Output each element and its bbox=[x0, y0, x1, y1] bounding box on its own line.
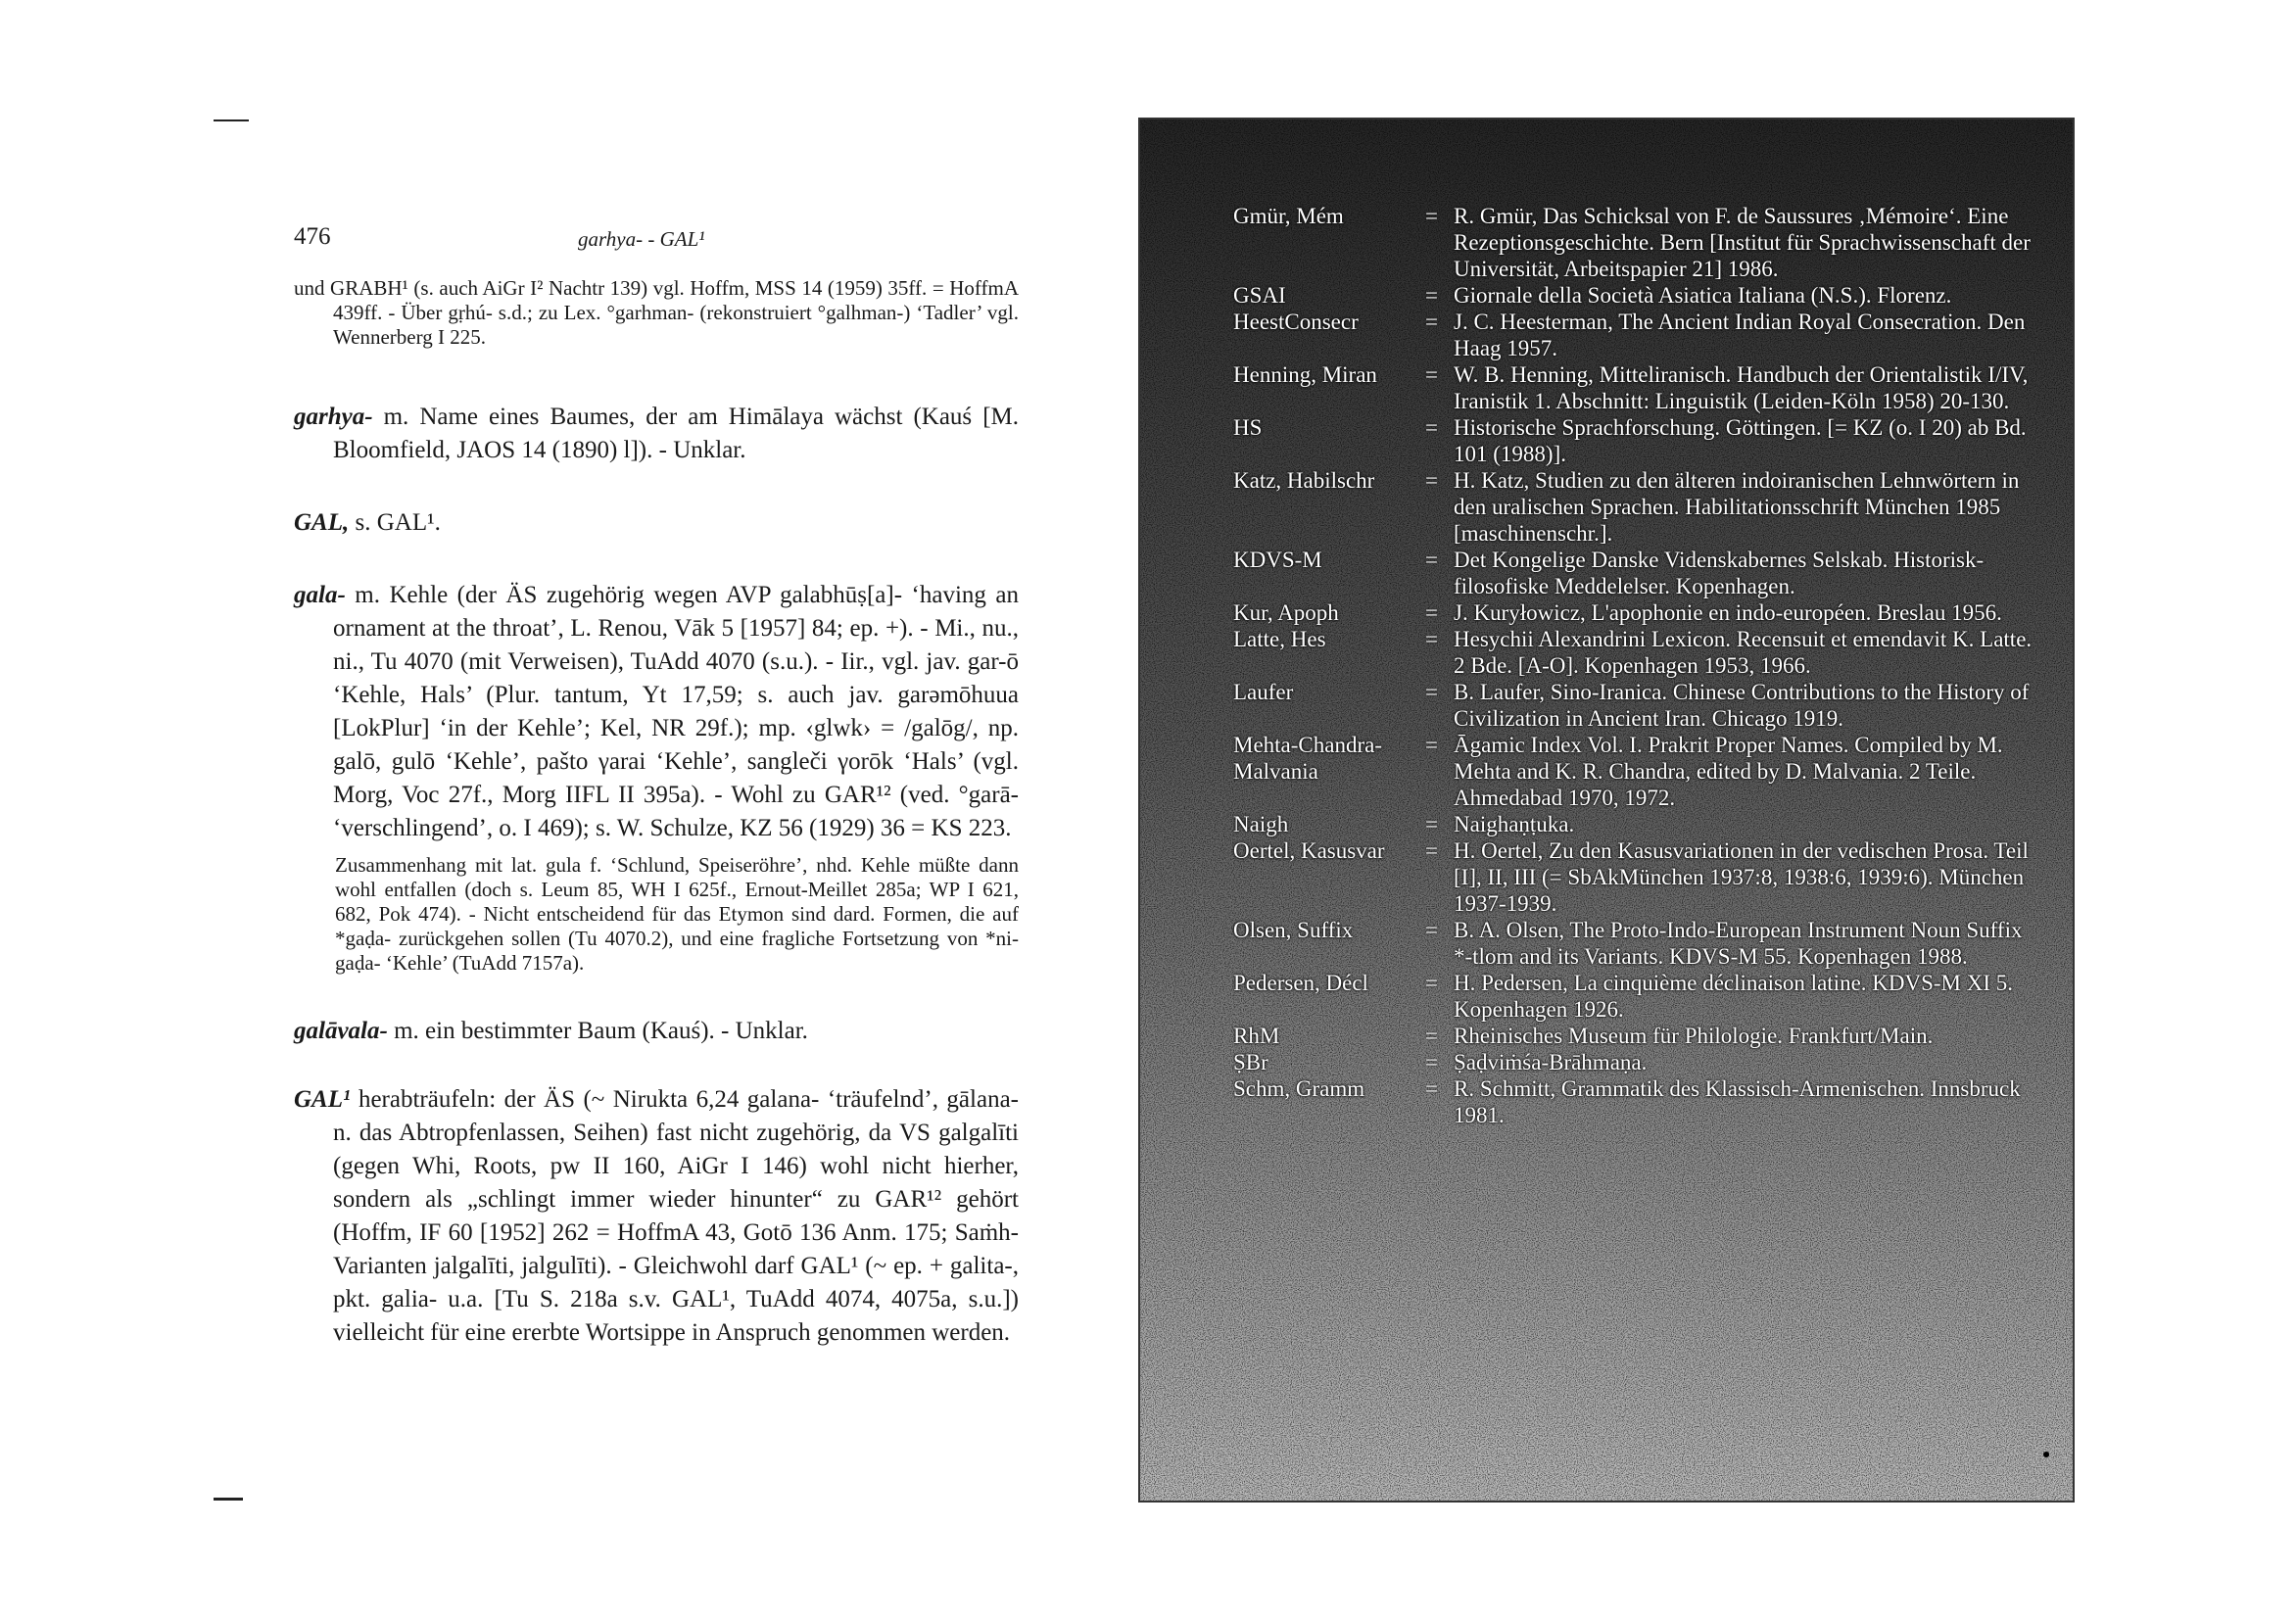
abbreviation-row bbox=[1233, 811, 2046, 837]
abbreviation-row bbox=[1233, 917, 2046, 970]
abbreviation-value: Ṣaḍviṁśa-Brāhmaṇa. bbox=[1454, 1050, 1648, 1074]
abbreviation-row bbox=[1233, 679, 2046, 732]
abbreviation-row bbox=[1233, 1075, 2046, 1128]
abbreviation-value: B. Laufer, Sino-Iranica. Chinese Contributions to the History of Civilization in Ancient Iran. Chicago 1919. bbox=[1454, 680, 2030, 731]
abbreviation-row bbox=[1233, 970, 2046, 1023]
abbreviation-equals: = bbox=[1425, 627, 1438, 651]
running-head-title: garhya- - GAL¹ bbox=[578, 227, 705, 251]
abbreviation-row bbox=[1233, 732, 2046, 811]
abbreviation-key: Latte, Hes bbox=[1233, 627, 1326, 651]
abbreviation-row bbox=[1233, 1023, 2046, 1049]
abbreviation-equals: = bbox=[1425, 812, 1438, 836]
abbreviation-equals: = bbox=[1425, 204, 1438, 228]
abbreviation-row bbox=[1233, 467, 2046, 547]
abbreviation-key: Henning, Miran bbox=[1233, 362, 1377, 387]
entry-gal: GAL, s. GAL¹. bbox=[294, 509, 441, 536]
abbreviation-equals: = bbox=[1425, 362, 1438, 387]
abbreviation-key: Laufer bbox=[1233, 680, 1294, 704]
abbreviation-key: ṢBr bbox=[1233, 1050, 1268, 1074]
abbreviation-row bbox=[1233, 1049, 2046, 1075]
abbreviation-value: R. Gmür, Das Schicksal von F. de Saussures ‚Mémoire‘. Eine Rezeptionsgeschichte. Bern [Institut für Sprachwissenschaft der Universität, Arbeitspapier 21] 1986. bbox=[1454, 204, 2031, 281]
abbreviation-equals: = bbox=[1425, 680, 1438, 704]
abbreviation-key: GSAI bbox=[1233, 283, 1286, 308]
abbreviation-equals: = bbox=[1425, 310, 1438, 334]
abbreviation-key: Oertel, Kasusvar bbox=[1233, 838, 1385, 863]
entry-gala: gala- m. Kehle (der ÄS zugehörig wegen AVP galabhūṣ[a]- ‘having an ornament at the throat’, L. Renou, Vāk 5 [1957] 84; ep. +). - Mi., nu., ni., Tu 4070 (mit Verweisen), TuAdd 4070 (s.u.). - Iir., vgl. jav. gar-ō ‘Kehle, Hals’ (Plur. tantum, Yt 17,59; s. auch jav. garəmōhuua [LokPlur] ‘in der Kehle’; Kel, NR 29f.); mp. ‹glwk› = /galōg/, np. galō, gulō ‘Kehle’, pašto γarai ‘Kehle’, sangleči γorōk ‘Hals’ (vgl. Morg, Voc 27f., Morg IIFL II 395a). - Wohl zu GAR¹² (ved. °garā- ‘verschlingend’, o. I 469); s. W. Schulze, KZ 56 (1929) 36 = KS 223. bbox=[294, 582, 1019, 841]
abbreviation-key: Gmür, Mém bbox=[1233, 204, 1344, 228]
abbreviation-row bbox=[1233, 626, 2046, 679]
abbreviation-row bbox=[1233, 837, 2046, 917]
abbreviation-key: HeestConsecr bbox=[1233, 310, 1359, 334]
abbreviation-equals: = bbox=[1425, 1076, 1438, 1101]
abbreviation-value: Āgamic Index Vol. I. Prakrit Proper Names. Compiled by M. Mehta and K. R. Chandra, edited by D. Malvania. 2 Teile. Ahmedabad 1970, 1972. bbox=[1454, 733, 2003, 810]
crop-mark-bottom bbox=[214, 1498, 243, 1501]
abbreviation-key: Schm, Gramm bbox=[1233, 1076, 1365, 1101]
abbreviation-value: Rheinisches Museum für Philologie. Frankfurt/Main. bbox=[1454, 1024, 1934, 1048]
abbreviation-value: B. A. Olsen, The Proto-Indo-European Instrument Noun Suffix *-tlom and its Variants. KDVS-M 55. Kopenhagen 1988. bbox=[1454, 918, 2023, 969]
abbreviation-row bbox=[1233, 361, 2046, 414]
abbreviation-key: KDVS-M bbox=[1233, 548, 1322, 572]
abbreviation-list bbox=[1233, 203, 2046, 1128]
abbreviation-key: Naigh bbox=[1233, 812, 1289, 836]
scanned-abbreviation-page bbox=[1138, 118, 2075, 1503]
entry-garhya: garhya- m. Name eines Baumes, der am Himālaya wächst (Kauś [M. Bloomfield, JAOS 14 (1890) l]). - Unklar. bbox=[294, 404, 1019, 463]
abbreviation-equals: = bbox=[1425, 838, 1438, 863]
abbreviation-value: W. B. Henning, Mitteliranisch. Handbuch der Orientalistik I/IV, Iranistik 1. Abschnitt: Linguistik (Leiden-Köln 1958) 20-130. bbox=[1454, 362, 2029, 413]
page-number: 476 bbox=[294, 223, 331, 250]
abbreviation-row bbox=[1233, 414, 2046, 467]
gala-note: Zusammenhang mit lat. gula f. ‘Schlund, Speiseröhre’, nhd. Kehle müßte dann wohl entfallen (doch s. Leum 85, WH I 625f., Ernout-Meillet 285a; WP I 621, 682, Pok 474). - Nicht entscheidend für das Etymon sind dard. Formen, die auf *gaḍa- zurückgehen sollen (Tu 4070.2), und eine fragliche Fortsetzung von *ni-gaḍa- ‘Kehle’ (TuAdd 7157a). bbox=[335, 853, 1019, 975]
abbreviation-row bbox=[1233, 282, 2046, 309]
abbreviation-equals: = bbox=[1425, 600, 1438, 625]
abbreviation-value: J. C. Heesterman, The Ancient Indian Royal Consecration. Den Haag 1957. bbox=[1454, 310, 2026, 360]
left-page-column bbox=[294, 276, 1019, 1350]
abbreviation-value: H. Pedersen, La cinquième déclinaison latine. KDVS-M XI 5. Kopenhagen 1926. bbox=[1454, 971, 2014, 1022]
abbreviation-value: Hesychii Alexandrini Lexicon. Recensuit et emendavit K. Latte. 2 Bde. [A-O]. Kopenhagen 1953, 1966. bbox=[1454, 627, 2033, 678]
crop-mark-top bbox=[214, 119, 249, 121]
abbreviation-value: Giornale della Società Asiatica Italiana (N.S.). Florenz. bbox=[1454, 283, 1952, 308]
abbreviation-key: Katz, Habilschr bbox=[1233, 468, 1375, 493]
abbreviation-value: R. Schmitt, Grammatik des Klassisch-Armenischen. Innsbruck 1981. bbox=[1454, 1076, 2021, 1127]
running-header bbox=[294, 223, 1019, 262]
abbreviation-equals: = bbox=[1425, 733, 1438, 757]
stray-dot bbox=[2043, 1452, 2049, 1457]
abbreviation-key: HS bbox=[1233, 415, 1263, 440]
abbreviation-value: H. Oertel, Zu den Kasusvariationen in der vedischen Prosa. Teil [I], II, III (= SbAkMünchen 1937:8, 1938:6, 1939:6). München 1937-1939. bbox=[1454, 838, 2029, 916]
abbreviation-value: Historische Sprachforschung. Göttingen. [= KZ (o. I 20) ab Bd. 101 (1988)]. bbox=[1454, 415, 2027, 466]
entry-gal1: GAL¹ herabträufeln: der ÄS (~ Nirukta 6,24 galana- ‘träufelnd’, gālana- n. das Abtropfenlassen, Seihen) fast nicht zugehörig, da VS galgalīti (gegen Whi, Roots, pw II 160, AiGr I 146) wohl nicht hierher, sondern als „schlingt immer wieder hinunter“ zu GAR¹² gehört (Hoffm, IF 60 [1952] 262 = HoffmA 43, Gotō 136 Anm. 175; Saṁh-Varianten jalgalīti, jalgulīti). - Gleichwohl darf GAL¹ (~ ep. + galita-, pkt. galia- u.a. [Tu S. 218a s.v. GAL¹, TuAdd 4074, 4075a, s.u.]) vielleicht für eine ererbte Wortsippe in Anspruch genommen werden. bbox=[294, 1086, 1019, 1346]
abbreviation-equals: = bbox=[1425, 971, 1438, 995]
abbreviation-key: Mehta-Chandra-Malvania bbox=[1233, 733, 1382, 784]
abbreviation-equals: = bbox=[1425, 918, 1438, 942]
abbreviation-key: RhM bbox=[1233, 1024, 1280, 1048]
abbreviation-key: Olsen, Suffix bbox=[1233, 918, 1354, 942]
abbreviation-row bbox=[1233, 547, 2046, 599]
abbreviation-value: H. Katz, Studien zu den älteren indoiranischen Lehnwörtern in den uralischen Sprachen. Habilitationsschrift München 1985 [maschinenschr.]. bbox=[1454, 468, 2020, 546]
abbreviation-row bbox=[1233, 599, 2046, 626]
abbreviation-row bbox=[1233, 203, 2046, 282]
abbreviation-key: Pedersen, Décl bbox=[1233, 971, 1368, 995]
intro-paragraph: und GRABH¹ (s. auch AiGr I² Nachtr 139) vgl. Hoffm, MSS 14 (1959) 35ff. = HoffmA 439ff. - Über gṛhú- s.d.; zu Lex. °garhman- (rekonstruiert °galhman-) ‘Tadler’ vgl. Wennerberg I 225. bbox=[294, 276, 1019, 349]
abbreviation-row bbox=[1233, 309, 2046, 361]
entry-galavala: galāvala- m. ein bestimmter Baum (Kauś). - Unklar. bbox=[294, 1018, 808, 1044]
abbreviation-equals: = bbox=[1425, 468, 1438, 493]
abbreviation-value: J. Kuryłowicz, L'apophonie en indo-européen. Breslau 1956. bbox=[1454, 600, 2002, 625]
abbreviation-equals: = bbox=[1425, 548, 1438, 572]
abbreviation-value: Det Kongelige Danske Videnskabernes Selskab. Historisk-filosofiske Meddelelser. Kopenhagen. bbox=[1454, 548, 1985, 598]
abbreviation-equals: = bbox=[1425, 1024, 1438, 1048]
abbreviation-key: Kur, Apoph bbox=[1233, 600, 1339, 625]
abbreviation-equals: = bbox=[1425, 415, 1438, 440]
abbreviation-value: Naighaṇṭuka. bbox=[1454, 812, 1575, 836]
abbreviation-equals: = bbox=[1425, 283, 1438, 308]
abbreviation-equals: = bbox=[1425, 1050, 1438, 1074]
